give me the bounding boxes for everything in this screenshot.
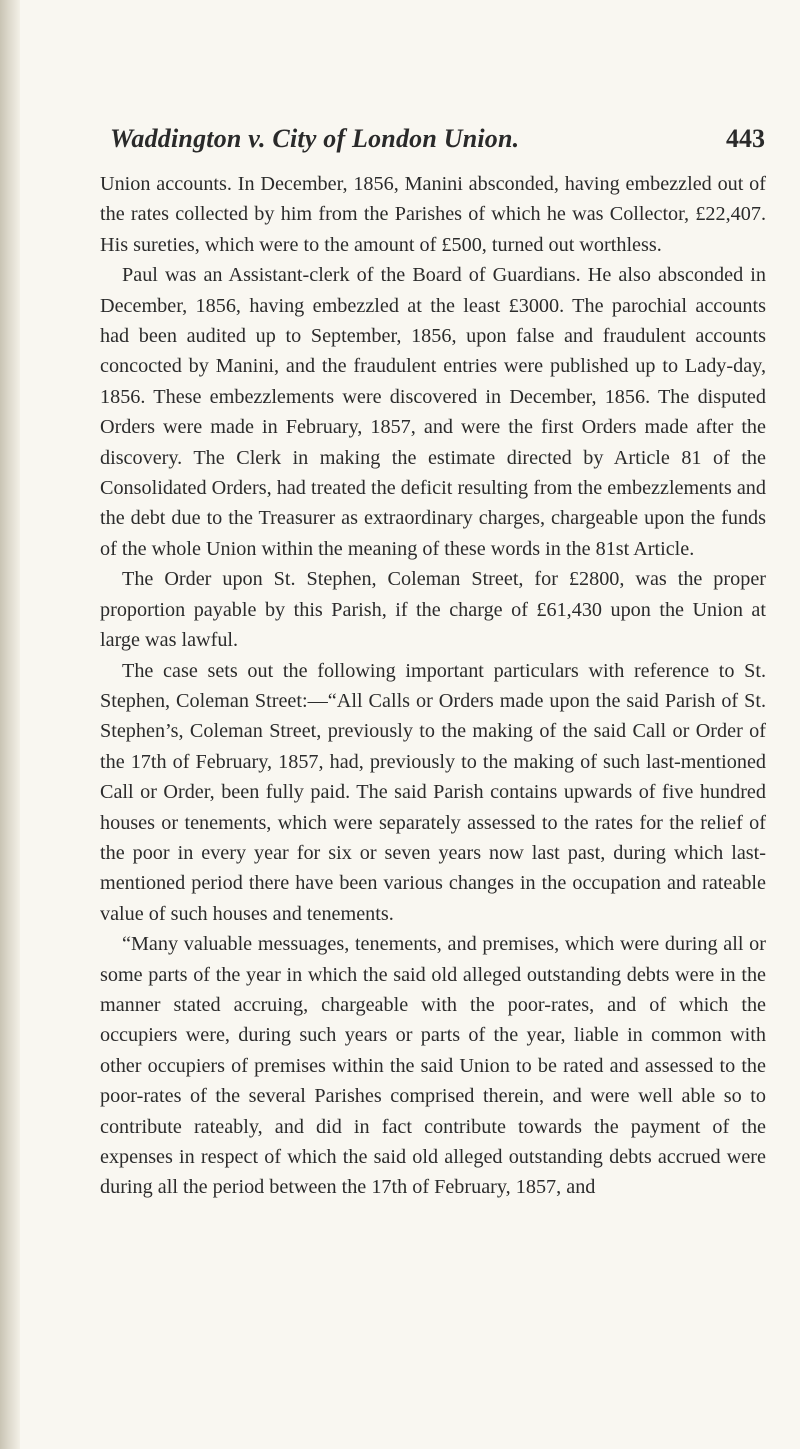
text-body <box>100 169 766 1203</box>
page-number: 443 <box>726 124 765 153</box>
paragraph-order-st-stephen: The Order upon St. Stephen, Coleman Street, for £2800, was the proper proportion payable by this Parish, if the charge of £61,430 upon the Union at large was lawful. <box>100 568 766 652</box>
running-head <box>110 124 765 164</box>
page-binding-edge <box>0 0 20 1449</box>
running-title: Waddington v. City of London Union. <box>110 124 520 153</box>
paragraph-case-particulars: The case sets out the following important particulars with reference to St. Stephen, Coleman Street:—“All Calls or Orders made upon the said Parish of St. Stephen’s, Coleman Street, previously to the making of the said Call or Order of the 17th of February, 1857, had, previously to the making of such last-mentioned Call or Order, been fully paid. The said Parish contains upwards of five hundred houses or tenements, which were separately assessed to the rates for the relief of the poor in every year for six or seven years now last past, during which last-mentioned period there have been various changes in the occupation and rateable value of such houses and tenements. <box>100 659 766 925</box>
paragraph-manini-absconded: Union accounts. In December, 1856, Manini absconded, having embezzled out of the rates collected by him from the Parishes of which he was Collector, £22,407. His sureties, which were to the amount of £500, turned out worthless. <box>100 173 766 256</box>
paragraph-valuable-messuages: “Many valuable messuages, tenements, and premises, which were during all or some parts of the year in which the said old alleged outstanding debts were in the manner stated accruing, chargeable with the poor-rates, and of which the occupiers were, during such years or parts of the year, liable in common with other occupiers of premises within the said Union to be rated and assessed to the poor-rates of the several Parishes comprised therein, and were well able so to contribute rateably, and did in fact contribute towards the payment of the expenses in respect of which the said old alleged outstanding debts accrued were during all the period between the 17th of February, 1857, and <box>100 933 766 1199</box>
paragraph-paul-assistant-clerk: Paul was an Assistant-clerk of the Board of Guardians. He also absconded in December, 1856, having embezzled at the least £3000. The parochial accounts had been audited up to September, 1856, upon false and fraudulent accounts concocted by Manini, and the fraudulent entries were published up to Lady-day, 1856. These embezzlements were discovered in December, 1856. The disputed Orders were made in February, 1857, and were the first Orders made after the discovery. The Clerk in making the estimate directed by Article 81 of the Consolidated Orders, had treated the deficit resulting from the embezzlements and the debt due to the Treasurer as extraordinary charges, chargeable upon the funds of the whole Union within the meaning of these words in the 81st Article. <box>100 264 766 560</box>
